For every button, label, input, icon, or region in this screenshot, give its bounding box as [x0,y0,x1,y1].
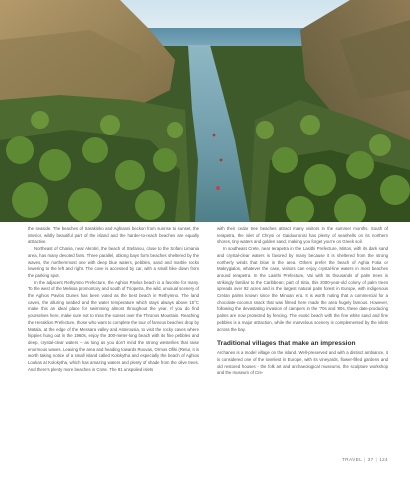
paragraph: Northeast of Chania, near Akrotiri, the beach of Stefanou, close to the Sofani Limania area, has many devoted fans. Three parallel, oblong bays form beaches sheltered by the waves, the northernmost one with deep blue waters, pebbles, sand and marble rocks lowering to the left and right. The cove is accessed by car, with a small hike down from the parking spot. [28,246,199,278]
paragraph: with their cedar tree beaches attract many visitors in the summer months. South of Ierapetra, the islet of Chrysi or Gaidouronisi has plenty of seashells on its northern shores, tiny waters and golden sand, making you forget you're on Greek soil. [217,226,388,245]
paragraph: In southeast Crete, near Ierapetra in the Lasithi Prefecture, Mirtos, with its dark sand and crystal-clear waters is favored by many because it is sheltered from the strong northerly winds that blow in the area. Others prefer the beach of Aghia Fotia or Makrygialos, whatever the case, visitors can enjoy crystal-line waters in most beaches around Ierapetra. In the Lasithi Prefecture, Vai with its thousands of palm trees is strikingly familiar to the Caribbean; part of Sitia, this 2000-year-old colony of palm trees spreads over 92 acres and is the largest natural palm forest in Europe, with indigenous Cretan palms known since the Minoan era. It is worth noting that a commercial for a chocolate-coconut snack that was filmed here made the area hugely famous. However, following the devastating invasion of campers in the '70s and '80s, these date-producing palms are now protected by fencing. The exotic beach with the fine white sand and fine pebbles is a major attraction, while the marvelous scenery is complemented by the islets across the bay. [217,246,388,332]
folio-section: TRAVEL [341,458,363,463]
gorge-photo [0,0,410,222]
section-heading: Traditional villages that make an impression [217,340,356,348]
folio-page: 37 [367,458,374,463]
page-folio: TRAVEL | 37 | 124 [341,458,388,463]
right-column [217,226,388,377]
paragraph: the seaside. The beaches of Sarakinko and Aghianni beckon from sunrise to sunset, the interior, wildly beautiful part of the island and the harder-to-reach beaches are equally attractive. [28,226,199,245]
folio-issue: 124 [379,458,388,463]
paragraph: Archanes is a model village on the island. Well-preserved and with a distinct ambiance, it is considered one of the loveliest in Europe, with its vineyards, flower-filled gardens and old restored houses - the folk art and archaeological museums, the sculpture workshop and the museum of Cre- [217,350,388,376]
paragraph: In the adjacent Rethymno Prefecture, the Aghios Pavlos beach is a favorite for many. To the west of the Melissa promontory and south of Triopetra, the wild, unusual scenery of the Aghios Pavlos Dunes has been voted as the best beach in Rethymno. The land caves, the alluring seabed and the water temperature which stays always above 15°C make this an ideal place for swimming almost throughout the year. If you do find yourselves here, make sure not to miss the sunset over the Thronos Mountain. Reaching the Heraklion Prefecture, those who want to complete the tour of famous beaches drop by Matala, at the edge of the Messara valley and Asterousia, to visit the rocky caves where hippies hung out in the 1960s, enjoy the 300-meter-long beach with its fine pebbles and deep, crystal-clear waters – as long as you don't mind the strong westerlies that raise enormous waves. Leaving the area and heading towards Rouvas, Ormos Ofiki (Retur, it is worth taking notice of a small island called Kolokytha and especially the beach of Aghios Loukas at Kolokytha, which has amazing waters and plenty of shade from the olive trees. And there's plenty more beaches in Crete. The 81 unspoiled islets [28,279,199,372]
left-column [28,226,199,377]
article-body [28,226,388,377]
